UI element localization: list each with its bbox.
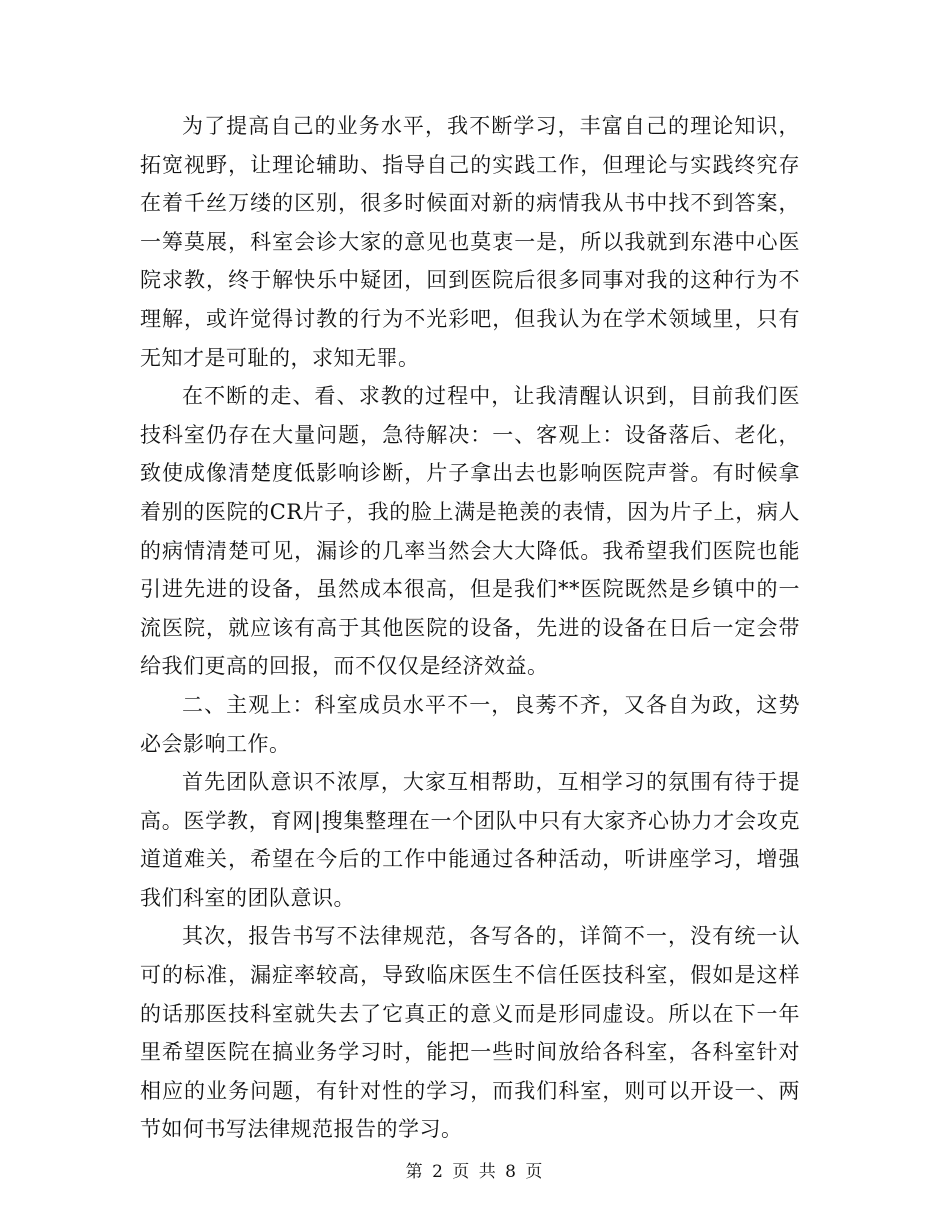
page-number-footer: 第 2 页 共 8 页 — [405, 1162, 545, 1182]
paragraph-team-awareness: 首先团队意识不浓厚，大家互相帮助，互相学习的氛围有待于提高。医学教，育网|搜集整理在一个团队中只有大家齐心协力才会攻克道道难关，希望在今后的工作中能通过各种活动，听讲座学习，增强我们科室的团队意识。 — [140, 770, 800, 910]
paragraph-problems-objective: 在不断的走、看、求教的过程中，让我清醒认识到，目前我们医技科室仍存在大量问题，急待解决：一、客观上：设备落后、老化，致使成像清楚度低影响诊断，片子拿出去也影响医院声誉。有时候拿着别的医院的CR片子，我的脸上满是艳羡的表情，因为片子上，病人的病情清楚可见，漏诊的几率当然会大大降低。我希望我们医院也能引进先进的设备，虽然成本很高，但是我们**医院既然是乡镇中的一流医院，就应该有高于其他医院的设备，先进的设备在日后一定会带给我们更高的回报，而不仅仅是经济效益。 — [140, 384, 800, 679]
document-body — [140, 107, 800, 1149]
paragraph-report-writing: 其次，报告书写不法律规范，各写各的，详简不一，没有统一认可的标准，漏症率较高，导致临床医生不信任医技科室，假如是这样的话那医技科室就失去了它真正的意义而是形同虚设。所以在下一年里希望医院在搞业务学习时，能把一些时间放给各科室，各科室针对相应的业务问题，有针对性的学习，而我们科室，则可以开设一、两节如何书写法律规范报告的学习。 — [140, 924, 800, 1142]
paragraph-problems-subjective: 二、主观上：科室成员水平不一，良莠不齐，又各自为政，这势必会影响工作。 — [140, 692, 800, 756]
paragraph-study: 为了提高自己的业务水平，我不断学习，丰富自己的理论知识，拓宽视野，让理论辅助、指导自己的实践工作，但理论与实践终究存在着千丝万缕的区别，很多时候面对新的病情我从书中找不到答案，一筹莫展，科室会诊大家的意见也莫衷一是，所以我就到东港中心医院求教，终于解快乐中疑团，回到医院后很多同事对我的这种行为不理解，或许觉得讨教的行为不光彩吧，但我认为在学术领域里，只有无知才是可耻的，求知无罪。 — [140, 114, 800, 370]
